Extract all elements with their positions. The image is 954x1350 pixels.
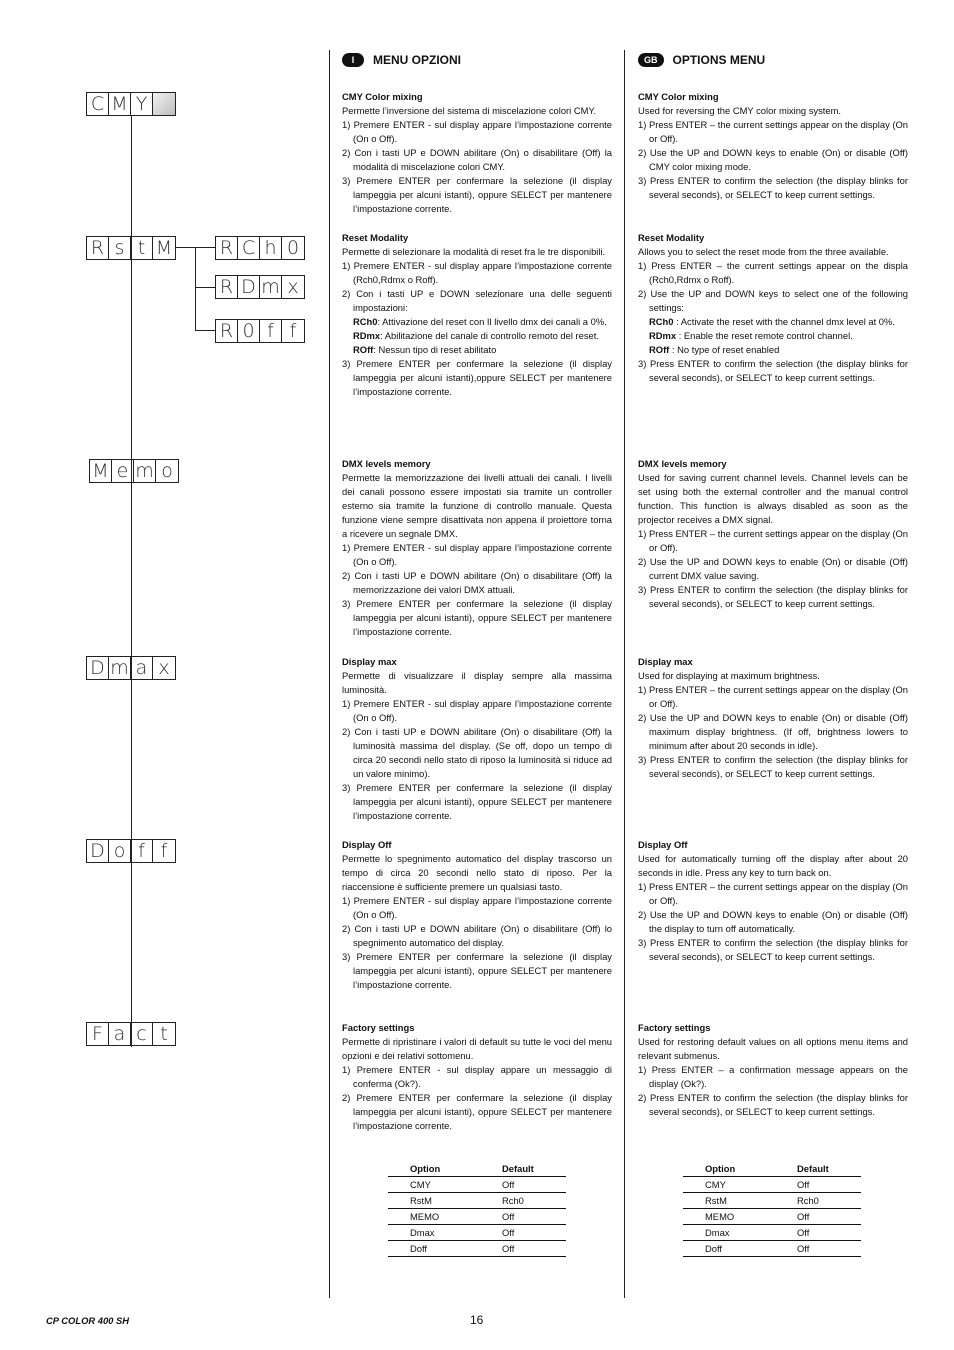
step-item: 1) Premere ENTER - sul display appare l’impostazione corrente (On o Off). xyxy=(342,119,612,144)
table-cell: Off xyxy=(775,1225,861,1241)
lcd-char: e xyxy=(112,460,134,482)
english-column xyxy=(638,52,908,1152)
lcd-char: t xyxy=(160,1022,168,1045)
step-item: 1) Press ENTER – the current settings appear on the display (On or Off). xyxy=(638,528,908,553)
branch-line xyxy=(176,247,216,248)
section-intro: Permette di visualizzare il display sempre alla massima luminosità. xyxy=(342,670,612,695)
table-cell: Off xyxy=(480,1209,566,1225)
reset-option xyxy=(638,343,908,357)
lcd-char: s xyxy=(109,237,131,259)
lcd-char: m xyxy=(134,460,156,482)
lcd-char: M xyxy=(90,460,112,482)
lcd-char: f xyxy=(160,839,168,862)
defaults-table-it xyxy=(388,1161,566,1257)
cmy-section xyxy=(342,90,612,216)
step-item: 2) Premere ENTER per confermare la selezione (il display lampeggia per alcuni istanti), oppure SELECT per mantenere l’impostazione corrente. xyxy=(342,1092,612,1131)
section-intro: Permette di selezionare la modalità di reset fra le tre disponibili. xyxy=(342,246,606,257)
lcd-char: x xyxy=(287,275,299,298)
section-intro: Used for displaying at maximum brightness. xyxy=(638,670,820,681)
table-cell: Off xyxy=(480,1225,566,1241)
table-cell: Off xyxy=(480,1241,566,1257)
table-cell: Doff xyxy=(388,1241,480,1257)
page-title: OPTIONS MENU xyxy=(672,53,766,67)
section-intro: Used for saving current channel levels. Channel levels can be set using both the external controller and the manual control function. This function is always disabled as soon as the projector receives a DMX signal. xyxy=(638,472,908,525)
section-title: Reset Modality xyxy=(638,232,705,243)
step-item: 1) Press ENTER – the current settings appear on the display (On or Off). xyxy=(638,881,908,906)
table-header-row xyxy=(683,1161,861,1177)
reset-section xyxy=(342,231,612,399)
lcd-char: F xyxy=(87,1023,109,1045)
section-title: CMY Color mixing xyxy=(342,91,423,102)
step-item: 2) Use the UP and DOWN keys to enable (On) or disable (Off) CMY color mixing mode. xyxy=(638,147,908,172)
lcd-char: Y xyxy=(131,93,153,115)
table-row xyxy=(388,1241,566,1257)
lcd-char: M xyxy=(155,236,173,259)
lcd-char: m xyxy=(260,276,282,298)
step-item: 3) Press ENTER to confirm the selection (the display blinks for several seconds), or SELECT to keep current settings. xyxy=(638,358,908,383)
table-row xyxy=(683,1225,861,1241)
lcd-char: D xyxy=(238,276,260,298)
lcd-char: C xyxy=(87,93,109,115)
step-item: 1) Premere ENTER - sul display appare l’impostazione corrente (On o Off). xyxy=(342,895,612,920)
table-cell: Rch0 xyxy=(775,1193,861,1209)
section-title: Display Off xyxy=(638,839,688,850)
step-item: 1) Press ENTER – the current settings appear on the display (On or Off). xyxy=(638,684,908,709)
table-cell: Off xyxy=(480,1177,566,1193)
option-desc: : Enable the reset remote control channel. xyxy=(676,330,853,341)
section-title: DMX levels memory xyxy=(342,458,431,469)
italian-column xyxy=(342,52,612,1152)
lcd-char: m xyxy=(109,657,131,679)
step-item: 1) Press ENTER – the current settings appear on the displa (Rch0,Rdmx o Roff). xyxy=(638,260,908,285)
table-cell: RstM xyxy=(683,1193,775,1209)
section-title: Display Off xyxy=(342,839,392,850)
reset-option xyxy=(342,315,612,329)
table-cell: Rch0 xyxy=(480,1193,566,1209)
section-title: DMX levels memory xyxy=(638,458,727,469)
table-row xyxy=(388,1193,566,1209)
footer-model: CP COLOR 400 SH xyxy=(46,1315,130,1326)
lcd-memo xyxy=(89,459,179,483)
step-item: 2) Use the UP and DOWN keys to enable (On) or disable (Off) maximum display brightness. (If off, brightness lowers to minimum after about 20 seconds in idle). xyxy=(638,712,908,751)
table-cell: Dmax xyxy=(683,1225,775,1241)
language-badge: I xyxy=(342,53,364,67)
section-title: Factory settings xyxy=(342,1022,415,1033)
table-cell: Doff xyxy=(683,1241,775,1257)
section-header xyxy=(342,52,612,68)
column-divider xyxy=(624,50,625,1298)
lcd-char: C xyxy=(238,237,260,259)
option-key: RCh0 xyxy=(649,316,674,327)
option-key: RCh0 xyxy=(353,316,378,327)
lcd-char: t xyxy=(131,237,153,259)
option-desc: : Attivazione del reset con Il livello dmx dei canali a 0%. xyxy=(377,316,607,327)
table-cell: CMY xyxy=(683,1177,775,1193)
reset-option xyxy=(638,315,908,329)
option-key: ROff xyxy=(353,344,374,355)
table-header: Default xyxy=(775,1161,861,1177)
language-badge: GB xyxy=(638,53,664,67)
section-intro: Permette l’inversione del sistema di miscelazione colori CMY. xyxy=(342,105,597,116)
page-title: MENU OPZIONI xyxy=(373,53,462,67)
defaults-table-gb xyxy=(683,1161,861,1257)
reset-section xyxy=(638,231,908,385)
step-item: 3) Premere ENTER per confermare la selezione (il display lampeggia per alcuni istanti), oppure SELECT per mantenere l’impostazione corrente. xyxy=(342,175,612,214)
lcd-char: 0 xyxy=(238,320,260,342)
branch-line xyxy=(195,247,196,331)
section-intro: Used for restoring default values on all options menu items and relevant submenus. xyxy=(638,1036,908,1061)
step-item: 2) Con i tasti UP e DOWN abilitare (On) o disabilitare (Off) lo spegnimento automatico del display. xyxy=(342,923,612,948)
step-item: 3) Press ENTER to confirm the selection (the display blinks for several seconds), or SELECT to keep current settings. xyxy=(638,584,908,609)
option-desc: : Activate the reset with the channel dmx level at 0%. xyxy=(673,316,895,327)
reset-option xyxy=(342,343,612,357)
section-intro: Used for reversing the CMY color mixing system. xyxy=(638,105,842,116)
table-cell: Off xyxy=(775,1177,861,1193)
section-title: Display max xyxy=(342,656,397,667)
step-item: 3) Press ENTER to confirm the selection (the display blinks for several seconds), or SELECT to keep current settings. xyxy=(638,175,908,200)
lcd-char: R xyxy=(87,237,109,259)
option-desc: : Nessun tipo di reset abilitato xyxy=(373,344,497,355)
step-item: 1) Premere ENTER - sul display appare un messaggio di conferma (Ok?). xyxy=(342,1064,612,1089)
step-item: 2) Press ENTER to confirm the selection (the display blinks for several seconds), or SELECT to keep current settings. xyxy=(638,1092,908,1117)
table-row xyxy=(388,1209,566,1225)
table-row xyxy=(683,1241,861,1257)
lcd-rch0 xyxy=(215,236,305,260)
section-intro: Permette di ripristinare i valori di default su tutte le voci del menu opzioni e dei relativi sottomenu. xyxy=(342,1036,612,1061)
lcd-char: f xyxy=(260,320,282,342)
column-divider xyxy=(329,50,330,1298)
table-cell: MEMO xyxy=(388,1209,480,1225)
section-title: Factory settings xyxy=(638,1022,711,1033)
table-header: Option xyxy=(683,1161,775,1177)
lcd-char: R xyxy=(216,237,238,259)
step-item: 2) Use the UP and DOWN keys to enable (On) or disable (Off) the display to turn off automatically. xyxy=(638,909,908,934)
step-item: 1) Premere ENTER - sul display appare l’impostazione corrente (On o Off). xyxy=(342,542,612,567)
step-item: 3) Premere ENTER per confermare la selezione (il display lampeggia per alcuni istanti), oppure SELECT per mantenere l’impostazione corrente. xyxy=(342,598,612,637)
section-title: CMY Color mixing xyxy=(638,91,719,102)
branch-line xyxy=(195,330,216,331)
table-row xyxy=(683,1193,861,1209)
lcd-char: x xyxy=(158,656,170,679)
lcd-char: o xyxy=(109,840,131,862)
step-item: 3) Press ENTER to confirm the selection (the display blinks for several seconds), or SELECT to keep current settings. xyxy=(638,937,908,962)
table-cell: MEMO xyxy=(683,1209,775,1225)
factory-section xyxy=(638,1021,908,1119)
dmax-section xyxy=(342,655,612,823)
step-item: 3) Premere ENTER per confermare la selezione (il display lampeggia per alcuni istanti),oppure SELECT per mantenere l’impostazione corrente. xyxy=(342,358,612,397)
memo-section xyxy=(638,457,908,611)
lcd-roff xyxy=(215,319,305,343)
table-cell: RstM xyxy=(388,1193,480,1209)
lcd-char: a xyxy=(131,657,153,679)
step-item: 2) Con i tasti UP e DOWN abilitare (On) o disabilitare (Off) la modalità di miscelazione colori CMY. xyxy=(342,147,612,172)
reset-option xyxy=(638,329,908,343)
table-row xyxy=(388,1225,566,1241)
table-header-row xyxy=(388,1161,566,1177)
lcd-rdmx xyxy=(215,275,305,299)
section-intro: Allows you to select the reset mode from the three available. xyxy=(638,246,889,257)
section-intro: Used for automatically turning off the display after about 20 seconds in idle. Press any key to turn back on. xyxy=(638,853,908,878)
lcd-rstm xyxy=(86,236,176,260)
step-item: 2) Con i tasti UP e DOWN abilitare (On) o disabilitare (Off) la luminosità massima del display. (Se off, dopo un tempo di circa 20 secondi nello stato di riposo la luminosità si riduce ad un valore minimo). xyxy=(342,726,612,779)
step-item: 1) Press ENTER – a confirmation message appears on the display (Ok?). xyxy=(638,1064,908,1089)
table-cell: CMY xyxy=(388,1177,480,1193)
lcd-char: a xyxy=(109,1023,131,1045)
lcd-char: D xyxy=(87,657,109,679)
step-item: 2) Con i tasti UP e DOWN selezionare una delle seguenti impostazioni: xyxy=(342,288,612,313)
option-key: ROff xyxy=(649,344,670,355)
dmax-section xyxy=(638,655,908,781)
table-row xyxy=(388,1177,566,1193)
lcd-char: R xyxy=(216,320,238,342)
doff-section xyxy=(638,838,908,964)
lcd-dmax xyxy=(86,656,176,680)
factory-section xyxy=(342,1021,612,1133)
cmy-section xyxy=(638,90,908,202)
lcd-doff xyxy=(86,839,176,863)
lcd-char: 0 xyxy=(286,236,300,259)
option-desc: : No type of reset enabled xyxy=(669,344,780,355)
step-item: 2) Con i tasti UP e DOWN abilitare (On) o disabilitare (Off) la memorizzazione dei valori DMX attuali. xyxy=(342,570,612,595)
section-header xyxy=(638,52,908,68)
option-key: RDmx xyxy=(649,330,677,341)
section-intro: Permette lo spegnimento automatico del display trascorso un tempo di circa 20 secondi nello stato di riposo. Per la riaccensione è sufficiente premere un qualsiasi tasto. xyxy=(342,853,612,892)
lcd-char: o xyxy=(161,459,173,482)
section-title: Display max xyxy=(638,656,693,667)
step-item: 2) Use the UP and DOWN keys to enable (On) or disable (Off) current DMX value saving. xyxy=(638,556,908,581)
section-intro: Permette la memorizzazione dei livelli attuali dei canali. I livelli dei canali possono essere impostati sia tramite un controller esterno sia tramite la funzione di controllo manuale. Questa funzione viene sempre disattivata non appena il proiettore torna a ricevere un segnale DMX. xyxy=(342,472,612,539)
doff-section xyxy=(342,838,612,992)
memo-section xyxy=(342,457,612,639)
step-item: 3) Premere ENTER per confermare la selezione (il display lampeggia per alcuni istanti), oppure SELECT per mantenere l’impostazione corrente. xyxy=(342,951,612,990)
step-item: 2) Use the UP and DOWN keys to select one of the following settings: xyxy=(638,288,908,313)
option-desc: : Abilitazione del canale di controllo remoto del reset. xyxy=(380,330,599,341)
lcd-cmy xyxy=(86,92,176,116)
step-item: 1) Premere ENTER - sul display appare l’impostazione corrente (On o Off). xyxy=(342,698,612,723)
lcd-char xyxy=(153,93,175,115)
table-cell: Off xyxy=(775,1209,861,1225)
lcd-char: f xyxy=(131,840,153,862)
lcd-char: c xyxy=(131,1023,153,1045)
step-item: 1) Premere ENTER - sul display appare l’impostazione corrente (Rch0,Rdmx o Roff). xyxy=(342,260,612,285)
lcd-char: M xyxy=(109,93,131,115)
lcd-fact xyxy=(86,1022,176,1046)
step-item: 1) Press ENTER – the current settings appear on the display (On or Off). xyxy=(638,119,908,144)
reset-option xyxy=(342,329,612,343)
lcd-char: R xyxy=(216,276,238,298)
option-key: RDmx xyxy=(353,330,381,341)
step-item: 3) Premere ENTER per confermare la selezione (il display lampeggia per alcuni istanti), oppure SELECT per mantenere l’impostazione corrente. xyxy=(342,782,612,821)
table-header: Option xyxy=(388,1161,480,1177)
table-row xyxy=(683,1177,861,1193)
section-title: Reset Modality xyxy=(342,232,409,243)
lcd-char: h xyxy=(260,237,282,259)
table-cell: Off xyxy=(775,1241,861,1257)
page-number: 16 xyxy=(470,1313,484,1327)
lcd-char: D xyxy=(87,840,109,862)
table-row xyxy=(683,1209,861,1225)
lcd-char: f xyxy=(289,319,297,342)
table-header: Default xyxy=(480,1161,566,1177)
step-item: 3) Press ENTER to confirm the selection (the display blinks for several seconds), or SELECT to keep current settings. xyxy=(638,754,908,779)
table-cell: Dmax xyxy=(388,1225,480,1241)
branch-line xyxy=(195,287,216,288)
